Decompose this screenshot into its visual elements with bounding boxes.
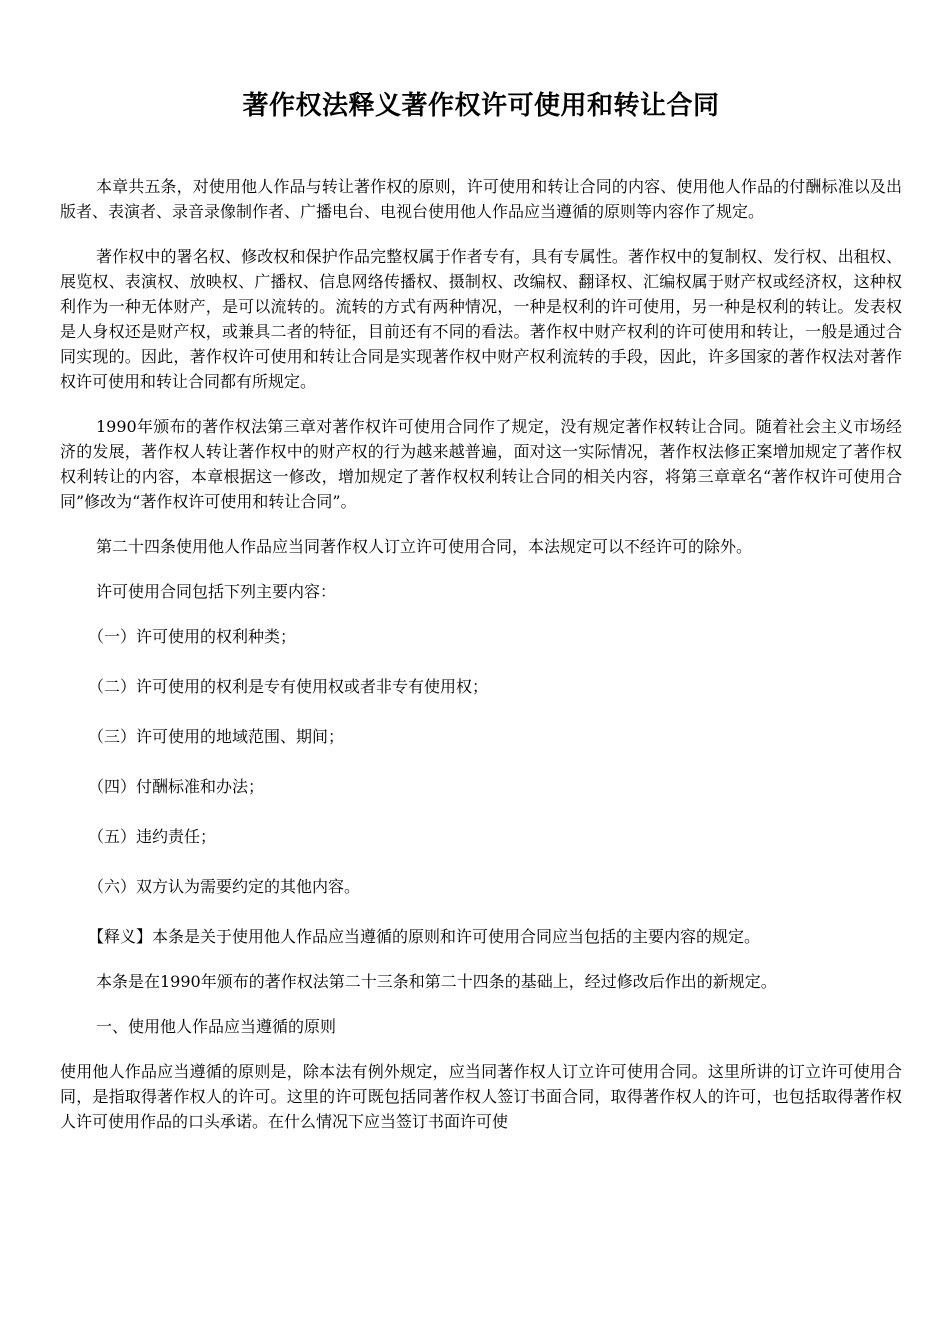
list-item-3: （三）许可使用的地域范围、期间； <box>88 727 345 746</box>
section-heading-principles: 一、使用他人作品应当遵循的原则 <box>96 1017 337 1036</box>
list-item-4: （四）付酬标准和办法； <box>88 777 265 796</box>
paragraph-article-24: 第二十四条使用他人作品应当同著作权人订立许可使用合同，本法规定可以不经许可的除外。 <box>96 537 753 556</box>
paragraph-revision-basis: 本条是在1990年颁布的著作权法第二十三条和第二十四条的基础上，经过修改后作出的新规定。 <box>96 972 777 991</box>
paragraph-property-rights: 著作权中的署名权、修改权和保护作品完整权属于作者专有，具有专属性。著作权中的复制权、发行权、出租权、展览权、表演权、放映权、广播权、信息网络传播权、摄制权、改编权、翻译权、汇编权属于财产权或经济权，这种权利作为一种无体财产，是可以流转的。流转的方式有两种情况，一种是权利的许可使用，另一种是权利的转让。发表权是人身权还是财产权，或兼具二者的特征，目前还有不同的看法。著作权中财产权利的许可使用和转让，一般是通过合同实现的。因此，著作权许可使用和转让合同是实现著作权中财产权利流转的手段，因此，许多国家的著作权法对著作权许可使用和转让合同都有所规定。 <box>60 247 902 391</box>
list-item-6: （六）双方认为需要约定的其他内容。 <box>88 877 361 896</box>
paragraph-1990-law: 1990年颁布的著作权法第三章对著作权许可使用合同作了规定，没有规定著作权转让合同。随着社会主义市场经济的发展，著作权人转让著作权中的财产权的行为越来越普遍，面对这一实际情况，著作权法修正案增加规定了著作权权利转让的内容，本章根据这一修改，增加规定了著作权权利转让合同的相关内容，将第三章章名“著作权许可使用合同”修改为“著作权许可使用和转让合同”。 <box>60 417 902 511</box>
paragraph-interpretation: 【释义】本条是关于使用他人作品应当遵循的原则和许可使用合同应当包括的主要内容的规定。 <box>88 927 761 946</box>
paragraph-chapter-overview: 本章共五条，对使用他人作品与转让著作权的原则，许可使用和转让合同的内容、使用他人作品的付酬标准以及出版者、表演者、录音录像制作者、广播电台、电视台使用他人作品应当遵循的原则等内容作了规定。 <box>60 177 902 221</box>
list-item-2: （二）许可使用的权利是专有使用权或者非专有使用权； <box>88 677 489 696</box>
list-item-1: （一）许可使用的权利种类； <box>88 627 297 646</box>
paragraph-principles-body: 使用他人作品应当遵循的原则是，除本法有例外规定，应当同著作权人订立许可使用合同。这里所讲的订立许可使用合同，是指取得著作权人的许可。这里的许可既包括同著作权人签订书面合同，取得著作权人的许可，也包括取得著作权人许可使用作品的口头承诺。在什么情况下应当签订书面许可使 <box>60 1062 902 1131</box>
paragraph-contract-contents-intro: 许可使用合同包括下列主要内容： <box>96 582 337 601</box>
document-title: 著作权法释义著作权许可使用和转让合同 <box>242 91 720 121</box>
list-item-5: （五）违约责任； <box>88 827 217 846</box>
